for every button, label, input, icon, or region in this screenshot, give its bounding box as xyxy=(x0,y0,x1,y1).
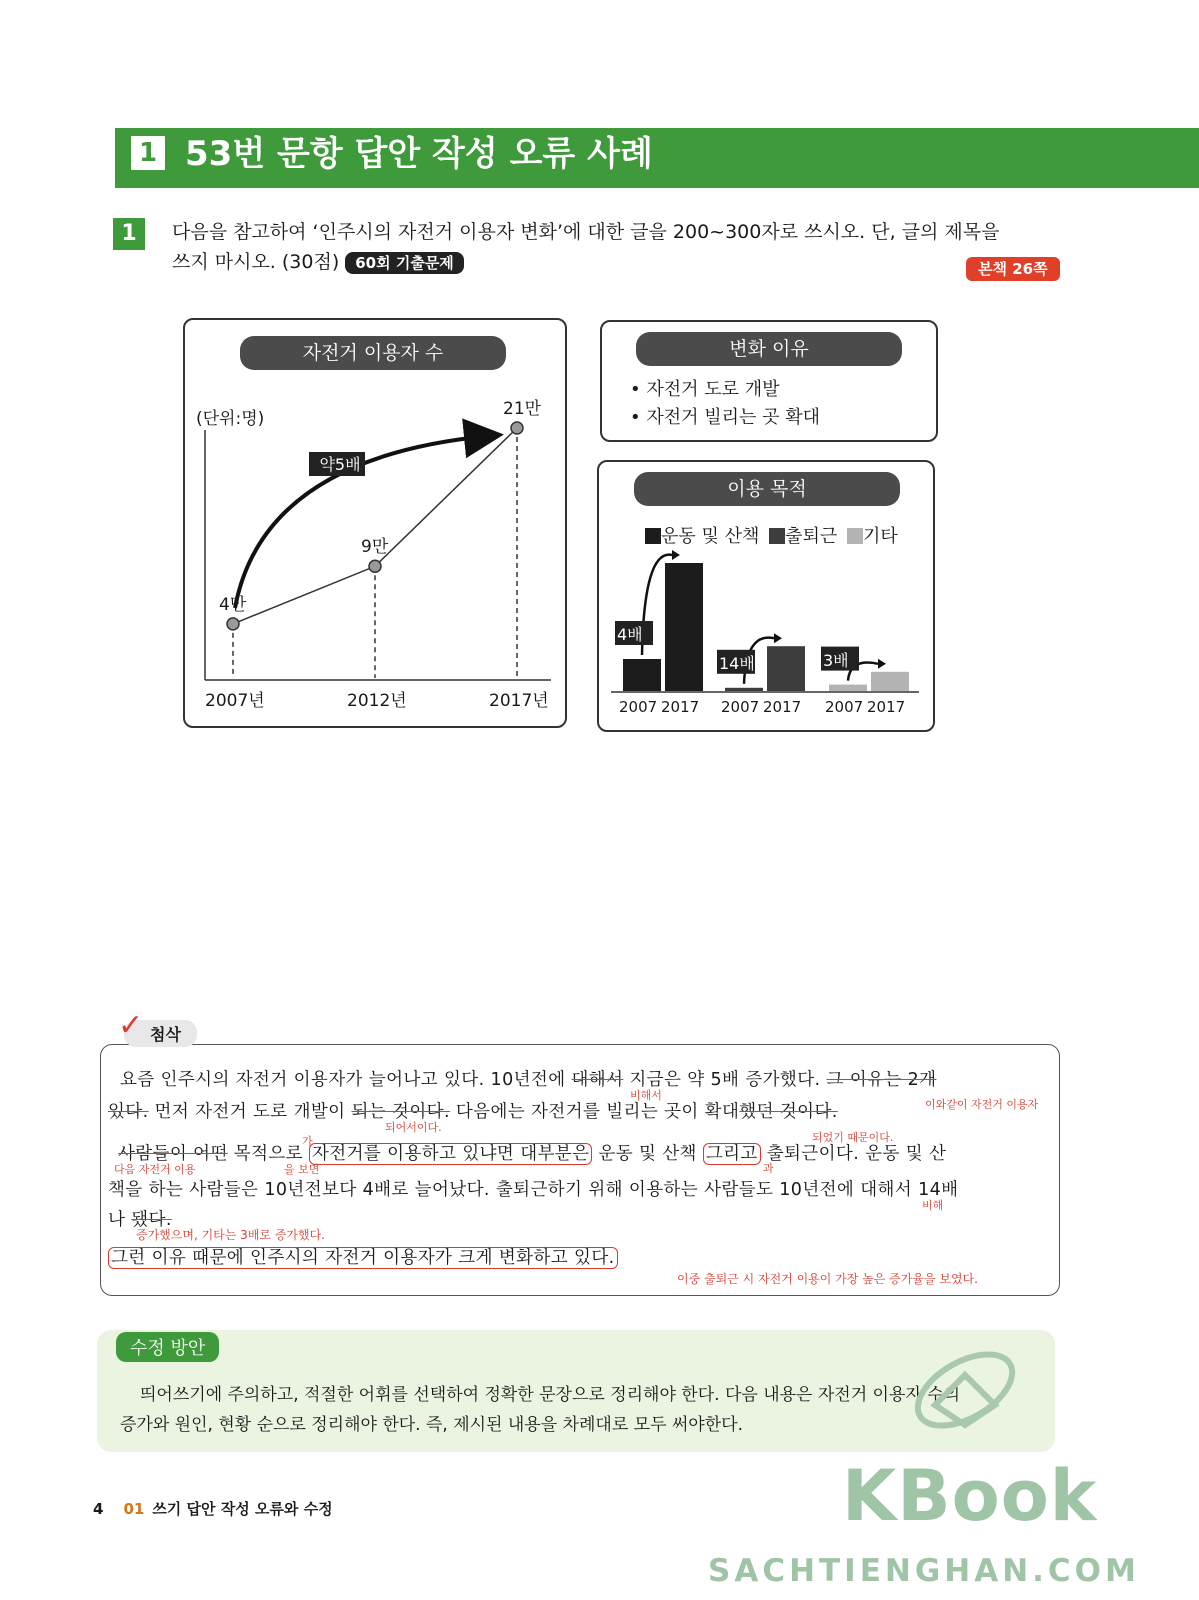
correction-note: 되어서이다. xyxy=(385,1121,442,1134)
purpose-chart-svg xyxy=(597,460,931,728)
data-point xyxy=(227,618,239,630)
data-point xyxy=(511,422,523,434)
x-tick-label: 2007년 xyxy=(205,691,265,711)
legend-label: 운동 및 산책 xyxy=(661,526,760,547)
data-point xyxy=(369,560,381,572)
chapter-number: 01 xyxy=(123,1500,145,1518)
reference-tag: 본책 26쪽 xyxy=(966,257,1060,281)
growth-arrow-label: 약5배 xyxy=(319,455,361,474)
correction-note: 이와같이 자전거 이용자 xyxy=(925,1098,1039,1111)
question-text xyxy=(172,217,1072,277)
reason-item: • 자전거 빌리는 곳 확대 xyxy=(630,407,820,428)
question-line-2: 쓰지 마시오. (30점) xyxy=(172,251,340,273)
arrowhead xyxy=(878,659,886,669)
legend-label: 기타 xyxy=(863,526,898,547)
line-chart-unit: (단위:명) xyxy=(196,409,265,429)
critique-line-6: 그런 이유 때문에 인주시의 자전거 이용자가 크게 변화하고 있다. xyxy=(108,1244,618,1269)
x-tick-label: 2017년 xyxy=(489,691,549,711)
suggestion-line-2: 증가와 원인, 현황 순으로 정리해야 한다. 즉, 제시된 내용을 차례대로 모두 써야한다. xyxy=(120,1415,743,1435)
legend-label: 출퇴근 xyxy=(785,526,838,547)
x-tick-label: 2017 xyxy=(763,698,802,716)
correction-note: 비해 xyxy=(922,1199,944,1212)
critique-line-1: 요즘 인주시의 자전거 이용자가 늘어나고 있다. 10년전에 대해서 지금은 약 5배 증가했다. 그 이유는 2개 xyxy=(120,1070,937,1090)
suggestion-label: 수정 방안 xyxy=(116,1332,219,1362)
page-footer xyxy=(93,1498,333,1519)
correction-note: 되었기 때문이다. xyxy=(812,1131,894,1144)
correction-note: 과 xyxy=(763,1162,774,1175)
check-icon: ✓ xyxy=(118,1008,144,1043)
critique-line-4: 책을 하는 사람들은 10년전보다 4배로 늘어났다. 출퇴근하기 위해 이용하는 사람들도 10년전에 대해서 14배 xyxy=(108,1180,959,1200)
exam-tag: 60회 기출문제 xyxy=(345,252,464,274)
suggestion-text xyxy=(120,1380,1040,1440)
multiplier-label: 14배 xyxy=(719,653,755,673)
x-tick-label: 2012년 xyxy=(347,691,407,711)
correction-note: 을 보면 xyxy=(284,1163,320,1176)
correction-note: 다음 자전거 이용 xyxy=(114,1163,196,1176)
bar xyxy=(623,659,661,691)
bar xyxy=(665,563,703,691)
x-tick-label: 2017 xyxy=(661,698,700,716)
reasons-list xyxy=(630,376,820,432)
suggestion-line-1: 띄어쓰기에 주의하고, 적절한 어휘를 선택하여 정확한 문장으로 정리해야 한다. 다음 내용은 자전거 이용자 수의 xyxy=(140,1385,961,1405)
critique-line-2: 있다. 먼저 자전거 도로 개발이 되는 것이다. 다음에는 자전거를 빌리는 곳이 확대했던 것이다. xyxy=(108,1102,838,1122)
arrowhead xyxy=(672,550,680,560)
critique-label: 첨삭 xyxy=(124,1020,197,1047)
reasons-title: 변화 이유 xyxy=(636,332,902,366)
critique-line-5: 나 됐다. xyxy=(108,1210,172,1230)
purpose-chart-title: 이용 목적 xyxy=(634,472,900,506)
bar xyxy=(829,685,867,691)
bar xyxy=(871,672,909,691)
bar xyxy=(767,646,805,691)
question-number: 1 xyxy=(113,218,145,250)
line-chart-svg xyxy=(183,318,563,724)
arrowhead xyxy=(774,633,782,643)
bar xyxy=(725,688,763,691)
chapter-title: 쓰기 답안 작성 오류와 수정 xyxy=(152,1500,333,1518)
section-number: 1 xyxy=(131,136,165,170)
watermark-brand: KBook xyxy=(842,1455,1098,1537)
reason-item: • 자전거 도로 개발 xyxy=(630,379,780,400)
section-title: 53번 문항 답안 작성 오류 사례 xyxy=(185,134,653,174)
data-label: 21만 xyxy=(503,399,542,419)
x-tick-label: 2007 xyxy=(619,698,658,716)
critique-line-3: 사람들이 어떤 목적으로 자전거를 이용하고 있냐면 대부분은 운동 및 산책 그리고 출퇴근이다. 운동 및 산 xyxy=(118,1144,947,1164)
multiplier-label: 4배 xyxy=(617,625,643,644)
correction-note: 증가했으며, 기타는 3배로 증가했다. xyxy=(136,1228,325,1242)
book-logo-icon xyxy=(905,1335,1025,1445)
correction-note: 비해서 xyxy=(630,1089,662,1102)
data-label: 4만 xyxy=(219,594,247,615)
line-chart-title: 자전거 이용자 수 xyxy=(240,336,506,370)
x-tick-label: 2017 xyxy=(867,698,906,716)
x-tick-label: 2007 xyxy=(721,698,760,716)
page-number: 4 xyxy=(93,1500,104,1518)
watermark-site: SACHTIENGHAN.COM xyxy=(708,1553,1140,1589)
x-tick-label: 2007 xyxy=(825,698,864,716)
correction-note: 이중 출퇴근 시 자전거 이용이 가장 높은 증가율을 보였다. xyxy=(677,1272,978,1286)
data-label: 9만 xyxy=(361,537,389,558)
correction-note: 가 xyxy=(302,1135,313,1148)
multiplier-label: 3배 xyxy=(823,650,849,670)
question-line-1: 다음을 참고하여 ‘인주시의 자전거 이용자 변화’에 대한 글을 200~300자로 쓰시오. 단, 글의 제목을 xyxy=(172,221,1000,243)
